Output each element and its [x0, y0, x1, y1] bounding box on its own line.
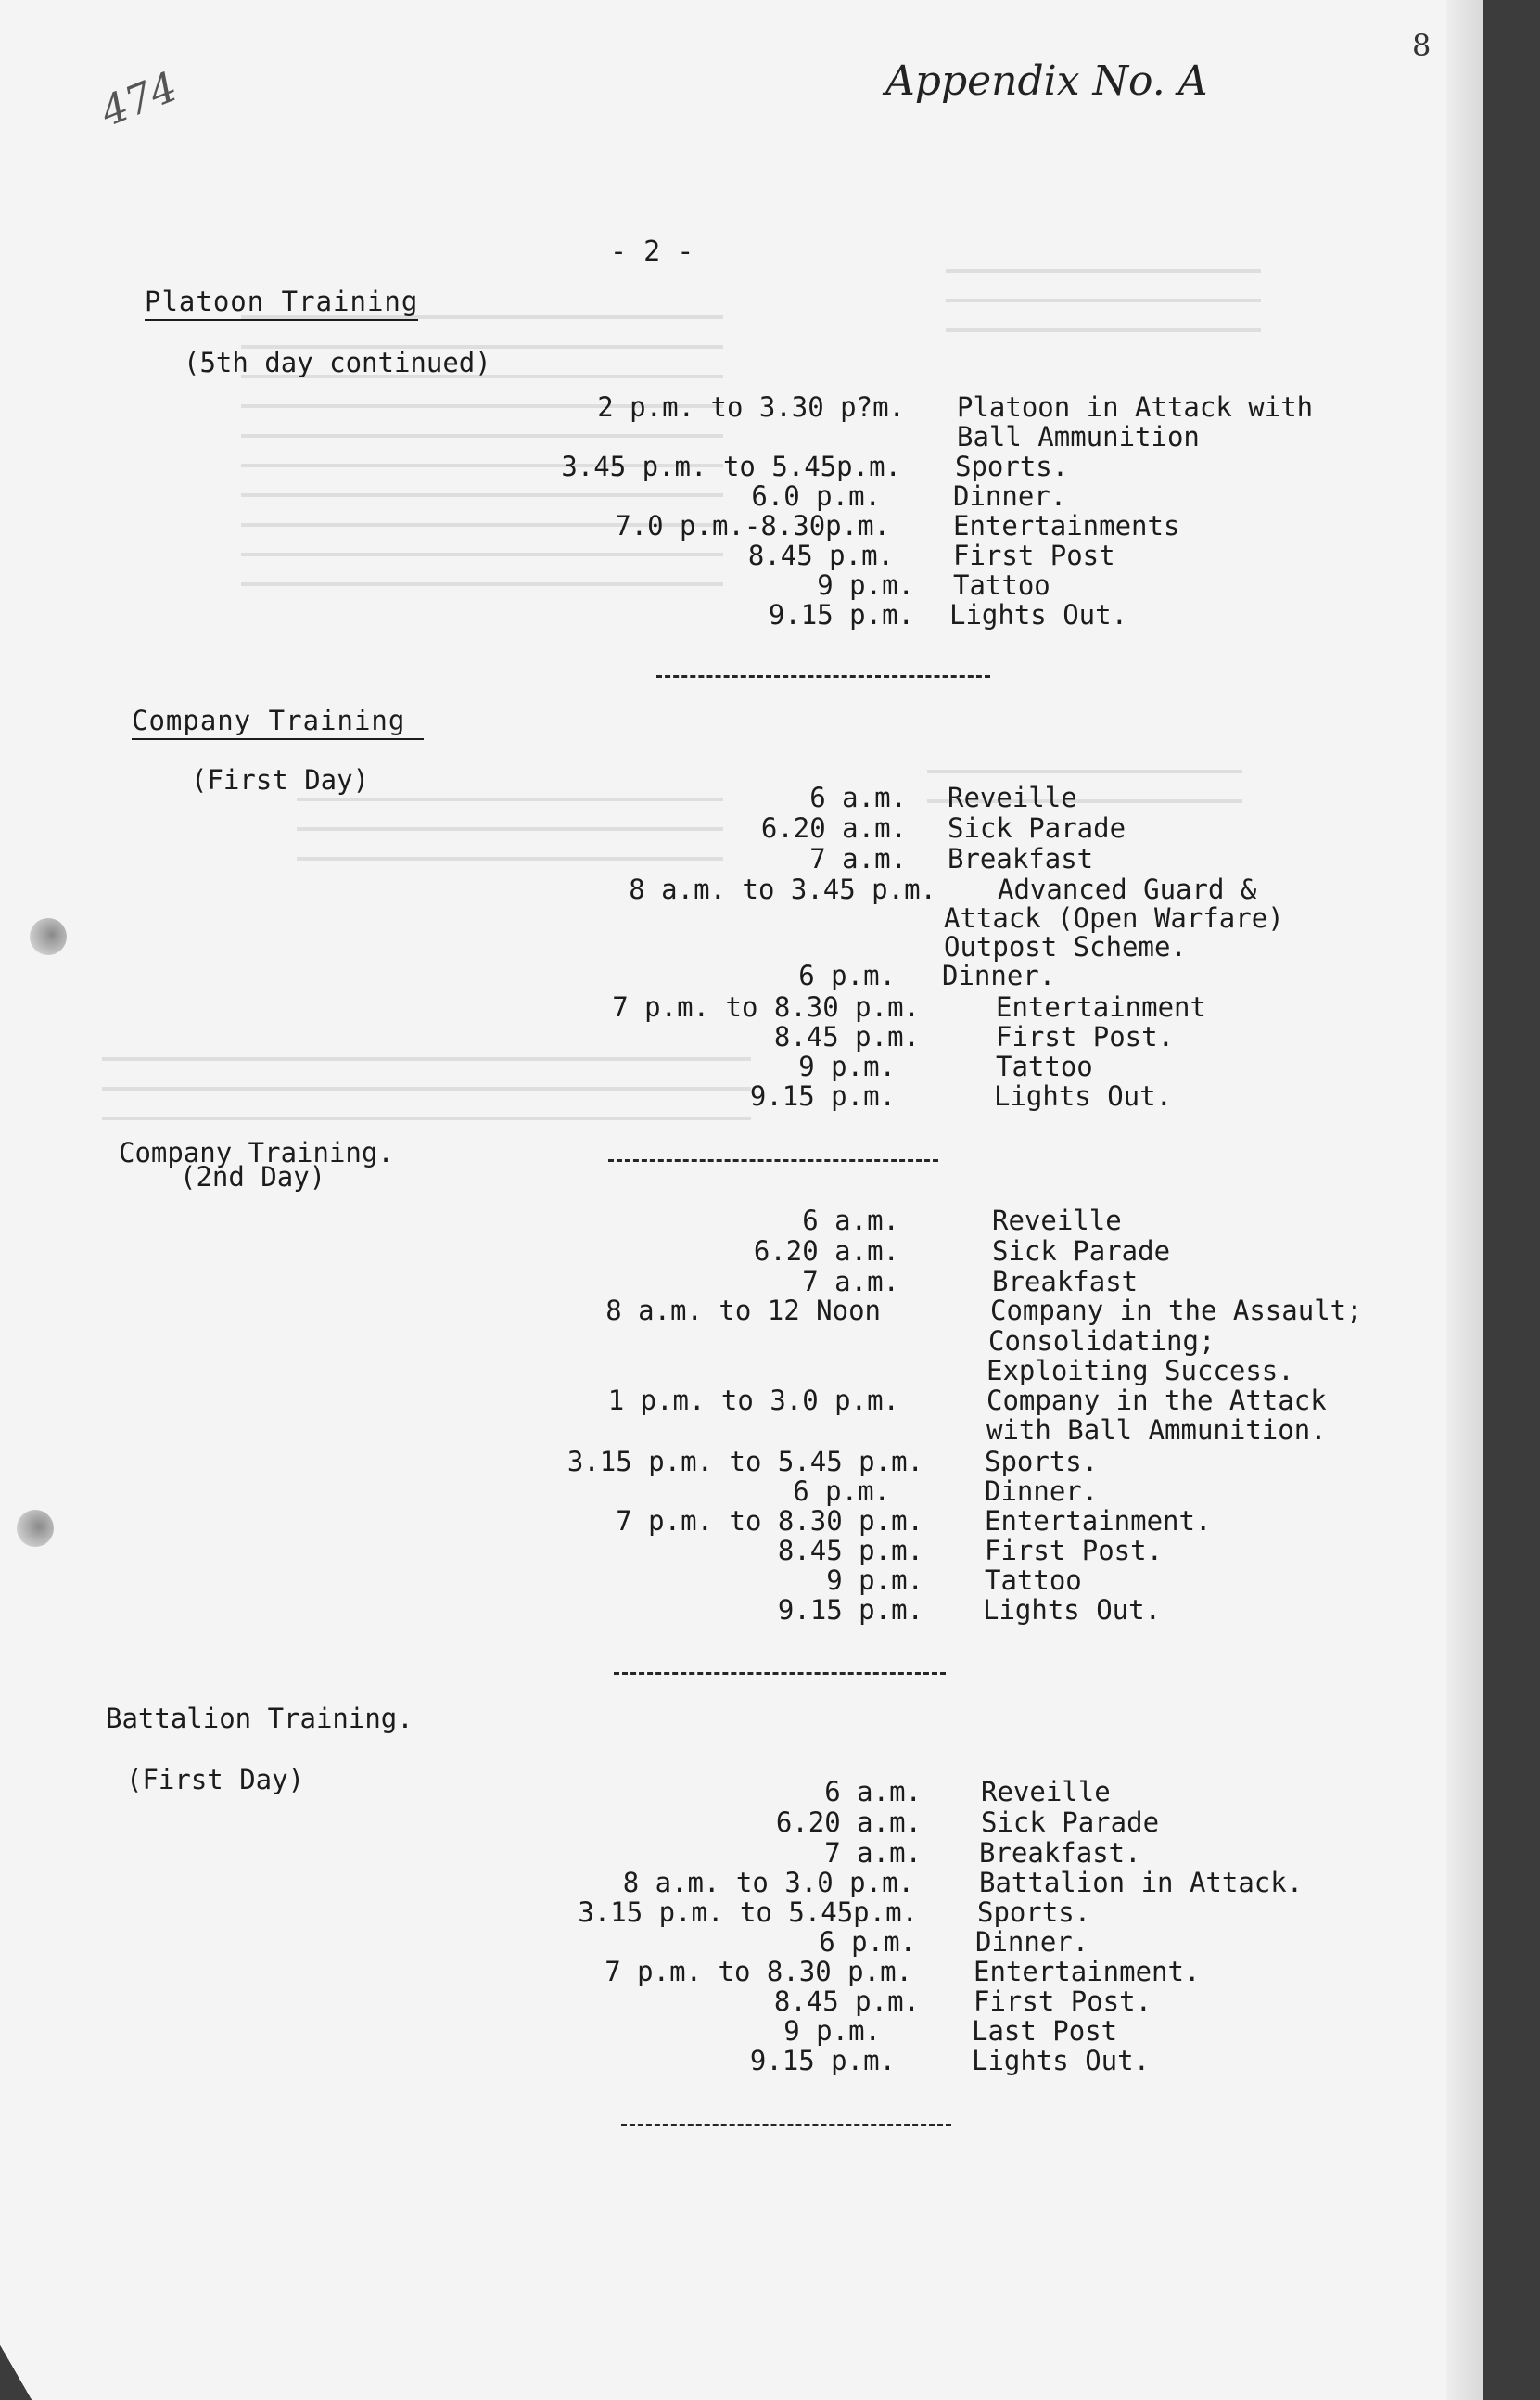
- row-time: 9 p.m.: [826, 1564, 923, 1596]
- row-event: Dinner.: [985, 1475, 1099, 1507]
- schedule-row: [0, 541, 1483, 570]
- schedule-row: [0, 1081, 1483, 1111]
- row-time: 9.15 p.m.: [768, 599, 914, 631]
- row-time: 7 a.m.: [809, 843, 907, 874]
- row-time: 6 p.m.: [819, 1926, 916, 1958]
- row-event: First Post: [953, 540, 1115, 571]
- row-time: 6 a.m.: [809, 782, 907, 813]
- row-event: Lights Out.: [994, 1080, 1173, 1112]
- row-event: Consolidating;: [988, 1325, 1215, 1357]
- schedule-row: [0, 932, 1483, 961]
- schedule-row: [0, 422, 1483, 452]
- row-time: 8.45 p.m.: [773, 1985, 920, 2017]
- schedule-row: [0, 2016, 1483, 2046]
- bleed-through-block: [946, 269, 1261, 334]
- row-event: Dinner.: [975, 1926, 1089, 1958]
- row-time: 9 p.m.: [783, 2015, 881, 2047]
- row-event: Breakfast: [948, 843, 1094, 874]
- row-time: 9.15 p.m.: [749, 1080, 896, 1112]
- schedule-row: [0, 1447, 1483, 1476]
- row-time: 2 p.m. to 3.30 p?m.: [597, 391, 905, 423]
- row-time: 3.15 p.m. to 5.45 p.m.: [566, 1446, 923, 1477]
- schedule-row: [0, 1356, 1483, 1385]
- row-time: 6 a.m.: [824, 1776, 922, 1807]
- row-time: 7 p.m. to 8.30 p.m.: [612, 991, 920, 1023]
- row-event: Entertainments: [953, 510, 1180, 542]
- section-title: Company Training.: [119, 1137, 394, 1168]
- row-time: 1 p.m. to 3.0 p.m.: [607, 1385, 899, 1416]
- row-time: 8.45 p.m.: [747, 540, 894, 571]
- schedule-row: [0, 783, 1483, 813]
- row-event: Advanced Guard &: [998, 874, 1257, 905]
- row-time: 6.20 a.m.: [760, 812, 907, 844]
- section-divider: [656, 675, 990, 678]
- row-time: 8 a.m. to 3.45 p.m.: [629, 874, 936, 905]
- schedule-row: [0, 903, 1483, 932]
- row-event: Sports.: [977, 1896, 1091, 1928]
- row-time: 8.45 p.m.: [773, 1021, 920, 1053]
- section-divider: [614, 1672, 946, 1675]
- row-time: 7.0 p.m.-8.30p.m.: [615, 510, 890, 542]
- row-event: Company in the Assault;: [990, 1295, 1363, 1326]
- schedule-row: [0, 1807, 1483, 1838]
- schedule-platoon-day5: [0, 392, 1483, 630]
- row-event: Ball Ammunition: [957, 421, 1200, 453]
- row-time: 9.15 p.m.: [749, 2045, 896, 2076]
- schedule-row: [0, 1957, 1483, 1986]
- schedule-row: [0, 992, 1483, 1022]
- row-event: Lights Out.: [983, 1594, 1162, 1626]
- section-subtitle: (5th day continued): [184, 347, 491, 378]
- schedule-row: [0, 1838, 1483, 1868]
- schedule-row: [0, 1897, 1483, 1927]
- row-time: 8 a.m. to 3.0 p.m.: [622, 1867, 914, 1898]
- section-subtitle: (2nd Day): [180, 1161, 326, 1193]
- row-time: 3.45 p.m. to 5.45p.m.: [561, 451, 901, 482]
- schedule-row: [0, 1052, 1483, 1081]
- row-event: Lights Out.: [949, 599, 1128, 631]
- section-title: Platoon Training: [145, 286, 418, 321]
- row-time: 9 p.m.: [817, 569, 914, 601]
- row-event: Dinner.: [942, 960, 1056, 991]
- page-corner-shadow: [0, 2226, 111, 2400]
- schedule-row: [0, 813, 1483, 844]
- schedule-row: [0, 392, 1483, 422]
- schedule-row: [0, 1476, 1483, 1506]
- row-event: Breakfast.: [979, 1837, 1141, 1869]
- row-event: with Ball Ammunition.: [986, 1414, 1327, 1446]
- schedule-row: [0, 1022, 1483, 1052]
- schedule-row: [0, 1506, 1483, 1536]
- schedule-row: [0, 1595, 1483, 1625]
- row-event: Lights Out.: [972, 2045, 1151, 2076]
- schedule-row: [0, 1385, 1483, 1415]
- section-divider: [621, 2124, 951, 2126]
- schedule-row: [0, 961, 1483, 992]
- schedule-row: [0, 2046, 1483, 2075]
- schedule-row: [0, 1536, 1483, 1565]
- row-event: Tattoo: [985, 1564, 1082, 1596]
- row-time: 9 p.m.: [798, 1051, 896, 1082]
- page-corner-number: 8: [1412, 28, 1432, 63]
- schedule-row: [0, 1868, 1483, 1897]
- row-event: Sports.: [985, 1446, 1099, 1477]
- schedule-row: [0, 874, 1483, 903]
- row-time: 9.15 p.m.: [777, 1594, 923, 1626]
- row-time: 6.0 p.m.: [751, 480, 881, 512]
- row-event: Last Post: [972, 2015, 1118, 2047]
- section-title: Company Training: [132, 705, 424, 740]
- row-event: Breakfast: [992, 1266, 1139, 1297]
- row-time: 7 a.m.: [802, 1266, 899, 1297]
- row-time: 7 a.m.: [824, 1837, 922, 1869]
- schedule-row: [0, 1777, 1483, 1807]
- row-event: Company in the Attack: [986, 1385, 1327, 1416]
- section-subtitle: (First Day): [126, 1764, 305, 1795]
- schedule-row: [0, 1267, 1483, 1296]
- row-time: 8.45 p.m.: [777, 1535, 923, 1566]
- row-event: Reveille: [948, 782, 1077, 813]
- row-time: 7 p.m. to 8.30 p.m.: [605, 1956, 912, 1987]
- schedule-company-day2: [0, 1206, 1483, 1625]
- row-time: 7 p.m. to 8.30 p.m.: [616, 1505, 923, 1537]
- row-event: Reveille: [981, 1776, 1111, 1807]
- row-event: Sick Parade: [981, 1806, 1160, 1838]
- row-event: Sick Parade: [992, 1235, 1171, 1267]
- schedule-row: [0, 1236, 1483, 1267]
- row-time: 6 p.m.: [798, 960, 896, 991]
- schedule-row: [0, 844, 1483, 874]
- row-event: Outpost Scheme.: [944, 931, 1187, 963]
- section-title: Battalion Training.: [106, 1703, 414, 1734]
- row-event: Sick Parade: [948, 812, 1126, 844]
- row-event: Reveille: [992, 1205, 1122, 1236]
- section-divider: [608, 1159, 938, 1162]
- schedule-row: [0, 511, 1483, 541]
- row-time: 6.20 a.m.: [753, 1235, 899, 1267]
- row-event: Dinner.: [953, 480, 1067, 512]
- section-subtitle: (First Day): [191, 764, 370, 796]
- schedule-row: [0, 1206, 1483, 1236]
- schedule-company-day1: [0, 783, 1483, 1111]
- row-event: Entertainment.: [985, 1505, 1212, 1537]
- schedule-row: [0, 1986, 1483, 2016]
- schedule-battalion-day1: [0, 1777, 1483, 2075]
- schedule-row: [0, 1927, 1483, 1957]
- page-marker: - 2 -: [610, 236, 694, 268]
- row-time: 6.20 a.m.: [775, 1806, 922, 1838]
- row-event: Battalion in Attack.: [979, 1867, 1304, 1898]
- row-event: Sports.: [955, 451, 1069, 482]
- folio-number: 474: [94, 63, 185, 136]
- schedule-row: [0, 570, 1483, 600]
- row-event: First Post.: [985, 1535, 1164, 1566]
- row-time: 3.15 p.m. to 5.45p.m.: [578, 1896, 918, 1928]
- schedule-row: [0, 452, 1483, 481]
- row-time: 8 a.m. to 12 Noon: [605, 1295, 881, 1326]
- schedule-row: [0, 481, 1483, 511]
- row-event: Tattoo: [953, 569, 1050, 601]
- row-time: 6 a.m.: [802, 1205, 899, 1236]
- row-event: First Post.: [974, 1985, 1152, 2017]
- row-event: Platoon in Attack with: [957, 391, 1314, 423]
- row-event: Entertainment: [996, 991, 1206, 1023]
- schedule-row: [0, 1565, 1483, 1595]
- row-event: Tattoo: [996, 1051, 1093, 1082]
- row-event: Entertainment.: [974, 1956, 1201, 1987]
- schedule-row: [0, 600, 1483, 630]
- appendix-label: Appendix No. A: [885, 57, 1208, 105]
- row-event: Exploiting Success.: [986, 1355, 1294, 1386]
- schedule-row: [0, 1326, 1483, 1356]
- row-event: Attack (Open Warfare): [944, 902, 1284, 934]
- schedule-row: [0, 1296, 1483, 1326]
- schedule-row: [0, 1415, 1483, 1447]
- row-time: 6 p.m.: [793, 1475, 890, 1507]
- row-event: First Post.: [996, 1021, 1175, 1053]
